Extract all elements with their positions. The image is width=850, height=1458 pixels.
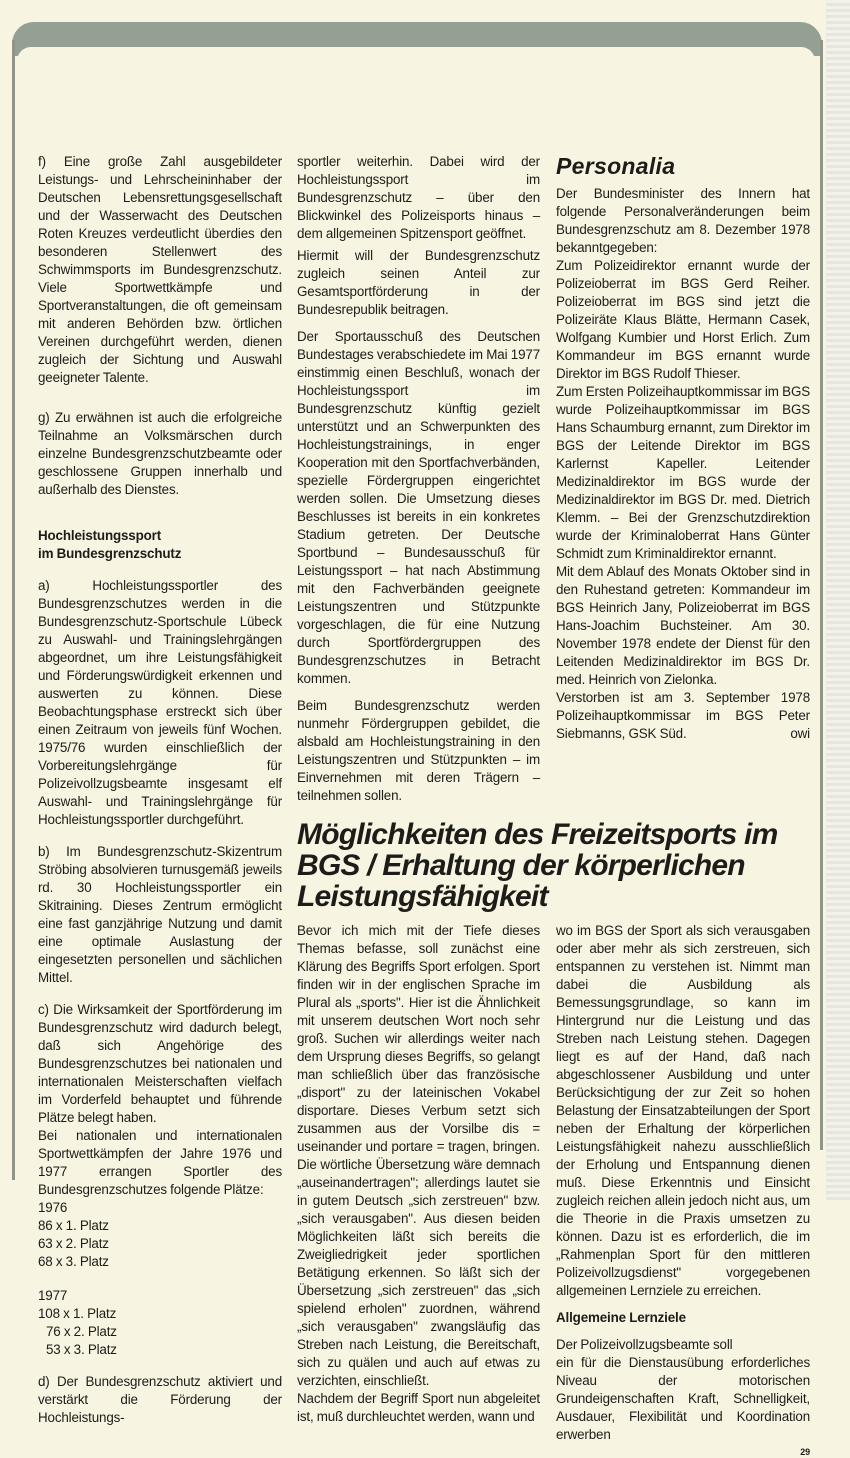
paragraph: Beim Bundesgrenzschutz werden nunmehr Fördergruppen gebildet, die alsbald am Hochleistungstraining in den Leistungszentren und Stützpunkten – im Einvernehmen mit deren Trägern – teilnehmen sollen. [297, 698, 540, 803]
paragraph: wo im BGS der Sport als sich verausgaben oder aber mehr als sich zerstreuen, sich entspannen zu verstehen ist. Nimmt man dabei die Ausbildung als Bemessungsgrundlage, so kann im Hintergrund nur die Leistung und das Streben nach Leistung stehen. Dagegen liegt es auf der Hand, daß nach abgeschlossener Ausbildung und unter Berücksichtigung der zur Zeit so hohen Belastung der Einsatzabteilungen der Sport neben der Erhaltung der körperlichen Leistungsfähigkeit nahezu ausschließlich der Erholung und Entspannung dienen muß. Diese Erkenntnis und Einsicht zugleich reichen allein jedoch nicht aus, um die Theorie in die Praxis umsetzen zu können. Dazu ist es erforderlich, die im „Rahmenplan Sport für den mittleren Polizeivollzugsdienst" vorgegebenen allgemeinen Lernziele zu erreichen. [556, 923, 810, 1298]
paragraph-c: c) Die Wirksamkeit der Sportförderung im Bundesgrenzschutz wird dadurch belegt, daß sich Angehörige des Bundesgrenzschutzes bei nationalen und internationalen Meisterschaften vielfach im Vorderfeld behauptet und führende Plätze belegt haben. [38, 1002, 282, 1125]
article-column-left [297, 922, 540, 1426]
paragraph: Hiermit will der Bundesgrenzschutz zugleich seinen Anteil zur Gesamtsportförderung in der Bundesrepublik beitragen. [297, 248, 540, 317]
paragraph-b: b) Im Bundesgrenzschutz-Skizentrum Ströbing absolvieren turnusgemäß jeweils rd. 30 Hochleistungssportler ein Skitraining. Dieses Zentrum ermöglicht eine fast ganzjährige Nutzung und damit eine optimale Auslastung der eingesetzten personellen und sächlichen Mittel. [38, 844, 282, 985]
paragraph-g: g) Zu erwähnen ist auch die erfolgreiche Teilnahme an Volksmärschen durch einzelne Bundesgrenzschutzbeamte oder geschlossene Gruppen innerhalb und außerhalb des Dienstes. [38, 410, 282, 497]
subheading: Allgemeine Lernziele [556, 1310, 686, 1325]
paragraph-text: Verstorben ist am 3. September 1978 Polizeihauptkommissar im BGS Peter Siebmanns, GSK Süd. [556, 690, 810, 741]
result-item: 53 x 3. Platz [46, 1342, 117, 1357]
paragraph: Zum Ersten Polizeihauptkommissar im BGS wurde Polizeihauptkommissar im BGS Hans Schaumburg ernannt, zum Direktor im BGS der Leitende Direktor im BGS Karlernst Kapeller. Leitender Medizinaldirektor im BGS wurde der Medizinaldirektor im BGS Dr. med. Dietrich Klemm. – Bei der Grenzschutzdirektion wurde der Kriminaloberrat Hans Günter Schmidt zum Kriminaldirektor ernannt. [556, 384, 810, 561]
result-item: 86 x 1. Platz [38, 1218, 109, 1233]
headline-line: Möglichkeiten des Freizeitsports im [297, 818, 778, 851]
personalia-title: Personalia [556, 153, 676, 179]
paragraph: sportler weiterhin. Dabei wird der Hochleistungssport im Bundesgrenzschutz – über den Blickwinkel des Polizeisports hinaus – dem allgemeinen Spitzensport geöffnet. [297, 154, 540, 241]
header-band-inner [17, 47, 815, 67]
paragraph: Zum Polizeidirektor ernannt wurde der Polizeioberrat im BGS Gerd Reiher. Polizeioberrat im BGS sind jetzt die Polizeiräte Klaus Blätte, Hermann Casek, Wolfgang Kumbier und Horst Erlich. Zum Kommandeur im BGS ernannt wurde Direktor im BGS Rudolf Thieser. [556, 258, 810, 381]
year-1976: 1976 [38, 1200, 68, 1215]
article-headline [297, 819, 810, 912]
paragraph-d: d) Der Bundesgrenzschutz aktiviert und verstärkt die Förderung der Hochleistungs- [38, 1374, 282, 1425]
article-column-right [556, 922, 810, 1458]
column-1 [38, 153, 282, 1427]
author-signature: owi [790, 726, 810, 741]
result-item: 108 x 1. Platz [38, 1306, 117, 1321]
page-edge [826, 0, 850, 1200]
section-heading-line2: im Bundesgrenzschutz [38, 546, 182, 561]
lower-row [297, 922, 810, 1458]
paragraph: Der Bundesminister des Innern hat folgende Personalveränderungen beim Bundesgrenzschutz am 8. Dezember 1978 bekanntgegeben: [556, 186, 810, 255]
right-area [297, 153, 810, 1458]
result-item: 76 x 2. Platz [46, 1324, 117, 1339]
year-1977: 1977 [38, 1288, 68, 1303]
paragraph: Mit dem Ablauf des Monats Oktober sind in den Ruhestand getreten: Kommandeur im BGS Heinrich Jany, Polizeioberrat im BGS Hans-Joachim Buchsteiner. Am 30. November 1978 endete der Dienst für den Leitenden Medizinaldirektor im BGS Dr. med. Heinrich von Zielonka. [556, 564, 810, 687]
frame-left-rule [12, 40, 15, 1180]
upper-row [297, 153, 810, 805]
result-item: 68 x 3. Platz [38, 1254, 109, 1269]
paragraph-f: f) Eine große Zahl ausgebildeter Leistungs- und Lehrscheininhaber der Deutschen Lebensrettungsgesellschaft und der Wasserwacht des Deutschen Roten Kreuzes verdeutlicht überdies den besonderen Stellenwert des Schwimmsports im Bundesgrenzschutz. Viele Sportwettkämpfe und Sportveranstaltungen, die oft gemeinsam mit anderen Behörden bzw. örtlichen Vereinen durchgeführt werden, dienen zugleich der Sichtung und Auswahl geeigneter Talente. [38, 154, 282, 385]
headline-line: BGS / Erhaltung der körperlichen [297, 849, 745, 882]
paragraph: Der Polizeivollzugsbeamte soll [556, 1337, 733, 1352]
paragraph: ein für die Dienstausübung erforderliches Niveau der motorischen Grundeigenschaften Kraft, Schnelligkeit, Ausdauer, Flexibilität und Koordination erwerben [556, 1355, 810, 1442]
column-2 [297, 153, 540, 805]
paragraph [556, 689, 810, 743]
paragraph-a: a) Hochleistungssportler des Bundesgrenzschutzes werden in die Bundesgrenzschutz-Sportschule Lübeck zu Auswahl- und Trainingslehrgängen abgeordnet, um ihre Leistungsfähigkeit und Förderungswürdigkeit erkennen und auswerten zu können. Diese Beobachtungsphase erstreckt sich über einen Zeitraum von jeweils fünf Wochen. 1975/76 wurden einschließlich der Vorbereitungslehrgänge für Polizeivollzugsbeamte insgesamt elf Auswahl- und Trainingslehrgänge für Hochleistungssportler durchgeführt. [38, 578, 282, 827]
section-heading [38, 527, 282, 563]
personalia-column [556, 153, 810, 743]
paragraph: Bevor ich mich mit der Tiefe dieses Themas befasse, soll zunächst eine Klärung des Begriffs Sport erfolgen. Sport finden wir in der englischen Sprache im Plural als „sports". Hier ist die Ähnlichkeit mit unserem deutschen Wort noch sehr groß. Suchen wir allerdings weiter nach dem Ursprung dieses Begriffs, so gelangt man schließlich über das französische „disport" zu der lateinischen Vokabel disportare. Dieses Verbum setzt sich zusammen aus der Vorsilbe dis = useinander und portare = tragen, bringen. Die wörtliche Übersetzung wäre demnach „auseinandertragen"; allerdings lautet sie in gutem Deutsch „sich zerstreuen" bzw. „sich verausgaben". Aus diesen beiden Möglichkeiten läßt sich bereits die Zweigliedrigkeit jeder sportlichen Betätigung erkennen. So läßt sich der Übersetzung „sich zerstreuen" das „sich spielend erholen" zuordnen, während „sich verausgaben" zwangsläufig das Streben nach Leistung, die Bereitschaft, sich zu quälen und auch auf etwas zu verzichten, einschließt. [297, 923, 540, 1388]
frame-right-rule [820, 40, 823, 1150]
paragraph: Nachdem der Begriff Sport nun abgeleitet ist, muß durchleuchtet werden, wann und [297, 1391, 540, 1424]
headline-line: Leistungsfähigkeit [297, 880, 548, 913]
results-1977 [38, 1287, 282, 1359]
section-heading-line1: Hochleistungssport [38, 528, 162, 543]
result-item: 63 x 2. Platz [38, 1236, 109, 1251]
page-number: 29 [800, 1447, 810, 1457]
paragraph: Der Sportausschuß des Deutschen Bundestages verabschiedete im Mai 1977 einstimmig einen Beschluß, wonach der Hochleistungssport im Bundesgrenzschutz künftig gezielt unterstützt und an Schwerpunkten des Hochleistungstrainings, in enger Kooperation mit den Sportfachverbänden, spezielle Fördergruppen eingerichtet werden sollen. Die Umsetzung dieses Beschlusses ist bereits in ein konkretes Stadium getreten. Der Deutsche Sportbund – Bundesausschuß für Leistungssport – hat nach Abstimmung mit den Fachverbänden geeignete Leistungszentren und Stützpunkte vorgeschlagen, die für eine Nutzung durch Sportfördergruppen des Bundesgrenzschutzes in Betracht kommen. [297, 329, 540, 686]
paragraph-c2: Bei nationalen und internationalen Sportwettkämpfen der Jahre 1976 und 1977 errangen Sportler des Bundesgrenzschutzes folgende Plätze: [38, 1128, 282, 1197]
results-1976 [38, 1199, 282, 1271]
